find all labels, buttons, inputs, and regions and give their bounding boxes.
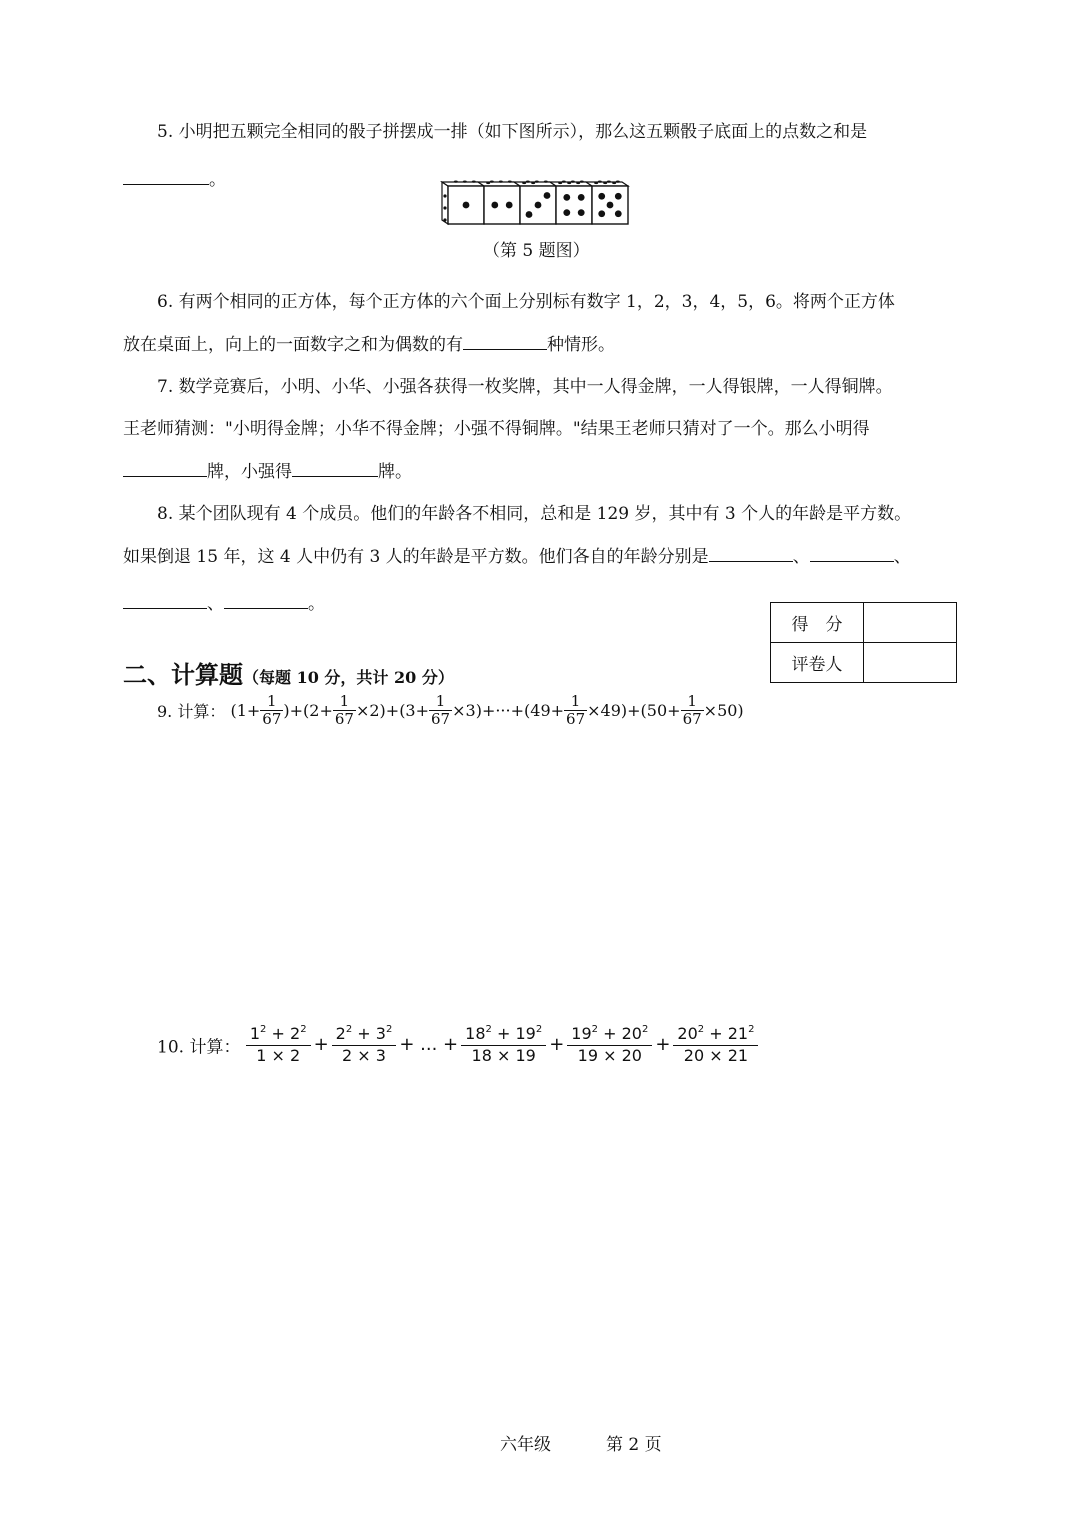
fraction-denominator: 1 × 2	[256, 1045, 301, 1065]
fraction-numerator: $2^2 + 3^2$	[332, 1023, 397, 1046]
fraction	[681, 693, 704, 728]
dice-pip	[578, 209, 585, 216]
q8-line1: 8. 某个团队现有 4 个成员。他们的年龄各不相同，总和是 129 岁，其中有 3 个人的年龄是平方数。	[157, 504, 912, 524]
fraction-denominator: 2 × 3	[342, 1045, 386, 1065]
answer-blank[interactable]	[123, 594, 207, 609]
fraction-denominator: 67	[262, 710, 282, 728]
fraction-numerator: 1	[564, 693, 587, 711]
q9-term-suffix: ×3)+···+	[452, 701, 525, 720]
fraction-denominator: 19 × 20	[577, 1045, 642, 1065]
dice-pip	[598, 193, 605, 200]
q9-term-prefix: (2+	[303, 701, 333, 720]
footer-grade: 六年级	[500, 1435, 551, 1455]
q8-line3: 、 。	[123, 589, 325, 614]
answer-blank[interactable]	[709, 547, 793, 562]
ellipsis: + ... +	[399, 1034, 459, 1056]
dice-pip	[562, 181, 566, 183]
q5-line1: 5. 小明把五颗完全相同的骰子拼摆成一排（如下图所示），那么这五颗骰子底面上的点数之和是	[157, 122, 868, 142]
score-cell[interactable]	[864, 603, 957, 643]
dice-pip	[615, 210, 622, 217]
q7-line2: 王老师猜测："小明得金牌；小华不得金牌；小强不得铜牌。"结果王老师只猜对了一个。那么小明得	[123, 419, 870, 439]
q9-term-suffix: )+	[283, 701, 304, 720]
grader-label: 评卷人	[771, 643, 864, 683]
dice-pip	[615, 193, 622, 200]
dice-pip	[535, 181, 539, 183]
dice-pip	[463, 181, 467, 183]
q8-line2: 如果倒退 15 年，这 4 人中仍有 3 人的年龄是平方数。他们各自的年龄分别是 、 、	[123, 547, 911, 567]
dice-pip	[567, 182, 571, 184]
q9-term-prefix: (50+	[640, 701, 681, 720]
dice-pip	[526, 211, 533, 218]
dice-pip	[463, 202, 470, 209]
fraction-numerator: 1	[681, 693, 704, 711]
grader-cell[interactable]	[864, 643, 957, 683]
answer-blank[interactable]	[292, 462, 378, 477]
answer-blank[interactable]	[224, 594, 308, 609]
fraction	[564, 693, 587, 728]
q6-line1: 6. 有两个相同的正方体，每个正方体的六个面上分别标有数字 1，2，3，4，5，6。将两个正方体	[157, 292, 895, 312]
footer-page: 第 2 页	[606, 1435, 662, 1455]
fraction-numerator: $1^2 + 2^2$	[246, 1023, 311, 1046]
dice-pip	[544, 181, 548, 183]
q9-term-prefix: (49+	[524, 701, 565, 720]
section-heading: 二、计算题（每题 10 分，共计 20 分）	[123, 660, 454, 689]
q9-term-prefix: (1+	[230, 701, 261, 720]
dice-pip	[506, 202, 513, 209]
dice-front-face	[484, 186, 520, 224]
fraction	[246, 1023, 311, 1067]
dice-pip	[531, 182, 535, 184]
fraction-denominator: 18 × 19	[471, 1045, 536, 1065]
dice-pip	[616, 181, 620, 183]
fraction	[333, 693, 356, 728]
dice-pip	[472, 181, 476, 183]
dice-front-face	[556, 186, 592, 224]
answer-blank[interactable]	[123, 462, 207, 477]
q6-line2: 放在桌面上，向上的一面数字之和为偶数的有 种情形。	[123, 335, 615, 355]
q9-term-suffix: ×2)+	[355, 701, 400, 720]
fraction-denominator: 67	[431, 710, 451, 728]
dice-pip	[563, 194, 570, 201]
fraction-denominator: 67	[566, 710, 586, 728]
fraction	[567, 1023, 652, 1067]
dice-pip	[571, 181, 575, 183]
fraction-denominator: 20 × 21	[683, 1045, 749, 1065]
fraction-numerator: $18^2 + 19^2$	[461, 1023, 546, 1046]
dice-pip	[598, 210, 605, 217]
dice-side-face	[442, 182, 448, 224]
fraction	[673, 1023, 758, 1067]
dice-pip	[522, 182, 526, 184]
dice-pip	[526, 181, 530, 183]
dice-pip	[535, 202, 542, 209]
q10-expression: 10. 计算： $\frac{1^2 + 2^2}{1 \times 2}$ + $\frac{2^2 + 3^2}{2 \times 3}$ + ... + $\frac{18^2 + 19^2}{18 \times 19}$ + $\frac{19^2 + 20^2}{19 \times 20}$ + $\frac{20^2 + 21^2}{20 \times 21}$	[157, 1023, 758, 1067]
dice-pip	[580, 181, 584, 183]
dice-pip	[576, 182, 580, 184]
fraction	[332, 1023, 397, 1067]
fraction	[260, 693, 283, 728]
fraction-numerator: 1	[429, 693, 452, 711]
dice-pip	[607, 181, 611, 183]
q9-term-prefix: (3+	[399, 701, 430, 720]
dice-pip	[443, 218, 446, 221]
dice-pip	[490, 181, 494, 183]
q7-line1: 7. 数学竞赛后，小明、小华、小强各获得一枚奖牌，其中一人得金牌，一人得银牌，一人得铜牌。	[157, 377, 893, 397]
q9-term-suffix: ×49)+	[587, 701, 641, 720]
dice-pip	[612, 182, 616, 184]
fraction-denominator: 67	[334, 710, 354, 728]
dice-pip	[491, 202, 498, 209]
dice-pip	[563, 209, 570, 216]
q7-line3: 牌，小强得 牌。	[123, 457, 412, 482]
score-table	[770, 602, 957, 683]
dice-pip	[443, 194, 446, 197]
answer-blank[interactable]	[123, 170, 209, 185]
fraction-denominator: 67	[682, 710, 702, 728]
dice-pip	[499, 181, 503, 183]
dice-pip	[443, 206, 446, 209]
dice-pip	[508, 181, 512, 183]
dice-pip	[544, 192, 551, 199]
fraction	[429, 693, 452, 728]
dice-pip	[578, 194, 585, 201]
dice-pip	[486, 182, 490, 184]
fraction	[461, 1023, 546, 1067]
plus-sign: +	[313, 1034, 329, 1056]
score-label: 得 分	[771, 603, 864, 643]
figure-caption: （第 5 题图）	[483, 241, 590, 261]
fraction-numerator: 1	[260, 693, 283, 711]
dice-pip	[607, 202, 614, 209]
dice-figure	[436, 176, 632, 228]
answer-blank[interactable]	[810, 547, 894, 562]
q9-expression: 9. 计算： (1+ $\frac{1}{67}$ )+(2+ $\frac{1}{67}$ ×2)+(3+ $\frac{1}{67}$ ×3)+···+(49+ $\frac{1}{67}$ ×49)+(50+ $\frac{1}{67}$ ×50)	[157, 692, 744, 728]
fraction-numerator: 1	[333, 693, 356, 711]
q9-term-suffix: ×50)	[703, 701, 744, 720]
dice-pip	[594, 182, 598, 184]
q5-line2: 。	[123, 165, 226, 190]
fraction-numerator: $20^2 + 21^2$	[673, 1023, 758, 1046]
dice-pip	[603, 182, 607, 184]
dice-pip	[598, 181, 602, 183]
answer-blank[interactable]	[463, 335, 547, 350]
plus-sign: +	[655, 1034, 671, 1056]
dice-pip	[454, 181, 458, 183]
plus-sign: +	[549, 1034, 565, 1056]
fraction-numerator: $19^2 + 20^2$	[567, 1023, 652, 1046]
dice-pip	[558, 182, 562, 184]
